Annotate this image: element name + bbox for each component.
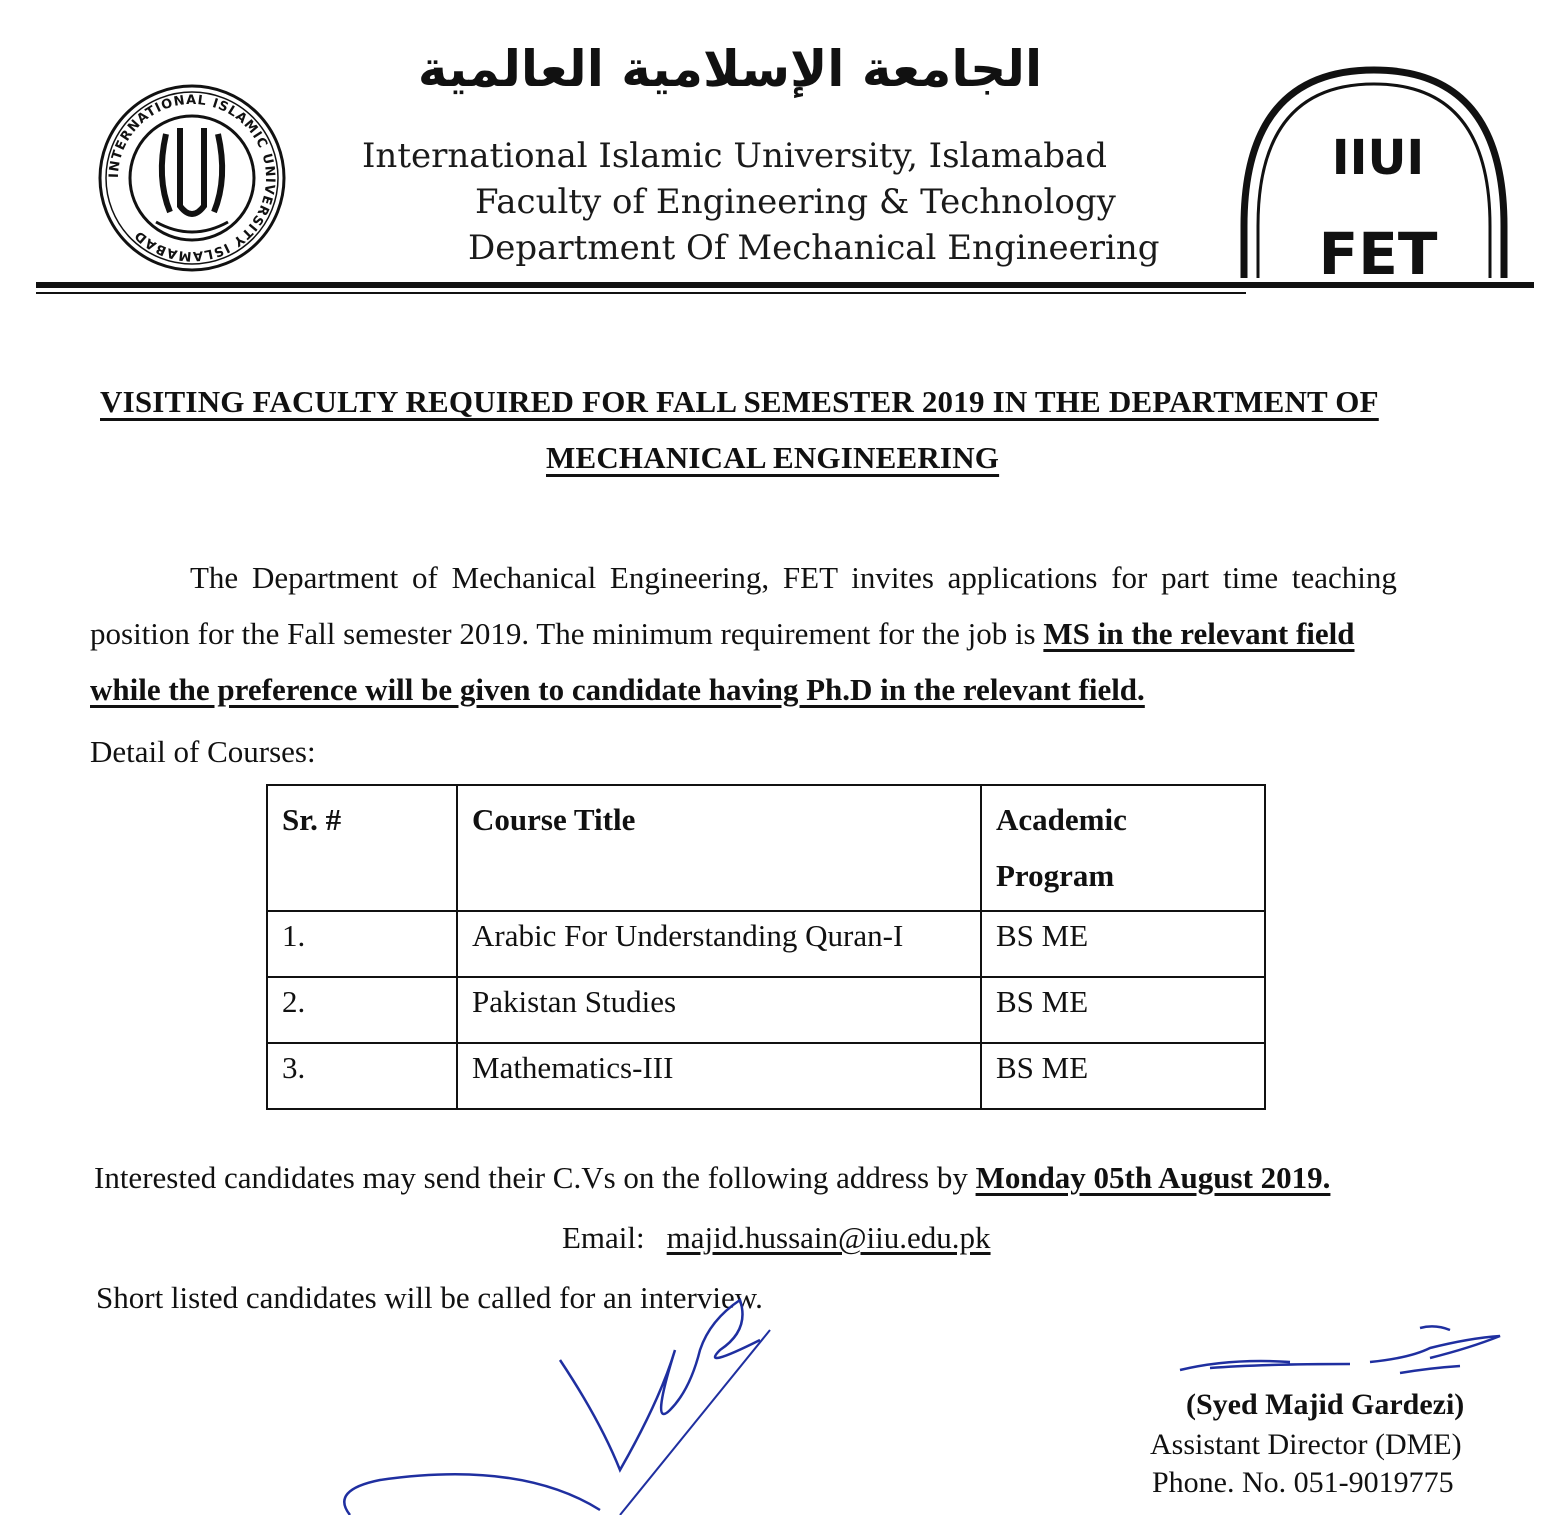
shortlist-note: Short listed candidates will be called for an interview. — [96, 1280, 763, 1315]
intro-paragraph-line1: The Department of Mechanical Engineering, FET invites applications for part time teaching — [190, 560, 1397, 595]
svg-text:IIUI: IIUI — [1331, 130, 1425, 186]
email-line — [562, 1220, 991, 1256]
university-seal-logo — [96, 82, 288, 274]
table-row — [267, 911, 1265, 977]
courses-label: Detail of Courses: — [90, 734, 316, 769]
iiui-fet-logo — [1236, 66, 1512, 280]
university-name: International Islamic University, Islamabad — [362, 136, 1108, 176]
cell-sr-no: 1. — [267, 911, 457, 977]
header-academic-program: Academic Program — [981, 785, 1265, 911]
signatory-name: (Syed Majid Gardezi) — [1186, 1388, 1465, 1421]
faculty-name: Faculty of Engineering & Technology — [475, 182, 1116, 222]
requirement-text: position for the Fall semester 2019. The minimum requirement for the job is — [90, 616, 1044, 651]
svg-text:FET: FET — [1318, 220, 1438, 280]
notice-heading-line2: MECHANICAL ENGINEERING — [546, 440, 1000, 475]
header-divider-thin — [36, 292, 1246, 294]
email-label: Email: — [562, 1220, 645, 1255]
table-row — [267, 1043, 1265, 1109]
signatory-phone: Phone. No. 051-9019775 — [1152, 1466, 1454, 1499]
cell-course-title: Pakistan Studies — [457, 977, 981, 1043]
signature-right — [1170, 1318, 1510, 1398]
cell-sr-no: 3. — [267, 1043, 457, 1109]
application-deadline: Monday 05th August 2019. — [975, 1160, 1331, 1195]
table-header-row — [267, 785, 1265, 911]
svg-text:INTERNATIONAL ISLAMIC UNIVERSI: INTERNATIONAL ISLAMIC UNIVERSITY ISLAMABAD — [106, 92, 278, 264]
preference-statement: while the preference will be given to candidate having Ph.D in the relevant field. — [90, 672, 1145, 707]
signatory-designation: Assistant Director (DME) — [1150, 1428, 1462, 1461]
application-instruction — [94, 1160, 1330, 1196]
notice-heading-line1: VISITING FACULTY REQUIRED FOR FALL SEMESTER 2019 IN THE DEPARTMENT OF — [100, 384, 1379, 419]
header-sr-no: Sr. # — [267, 785, 457, 911]
signature-middle — [320, 1290, 800, 1515]
arabic-university-title: الجامعة الإسلامية العالمية — [417, 40, 1043, 98]
minimum-requirement: MS in the relevant field — [1043, 616, 1355, 651]
department-name: Department Of Mechanical Engineering — [468, 228, 1160, 268]
header-divider — [36, 282, 1534, 288]
header-course-title: Course Title — [457, 785, 981, 911]
cell-course-title: Arabic For Understanding Quran-I — [457, 911, 981, 977]
cell-course-title: Mathematics-III — [457, 1043, 981, 1109]
cell-program: BS ME — [981, 977, 1265, 1043]
application-text: Interested candidates may send their C.Vs on the following address by — [94, 1160, 976, 1195]
table-row — [267, 977, 1265, 1043]
cell-sr-no: 2. — [267, 977, 457, 1043]
courses-table — [266, 784, 1266, 1110]
cell-program: BS ME — [981, 1043, 1265, 1109]
email-link[interactable]: majid.hussain@iiu.edu.pk — [666, 1220, 991, 1255]
cell-program: BS ME — [981, 911, 1265, 977]
intro-paragraph-line2 — [90, 616, 1355, 652]
